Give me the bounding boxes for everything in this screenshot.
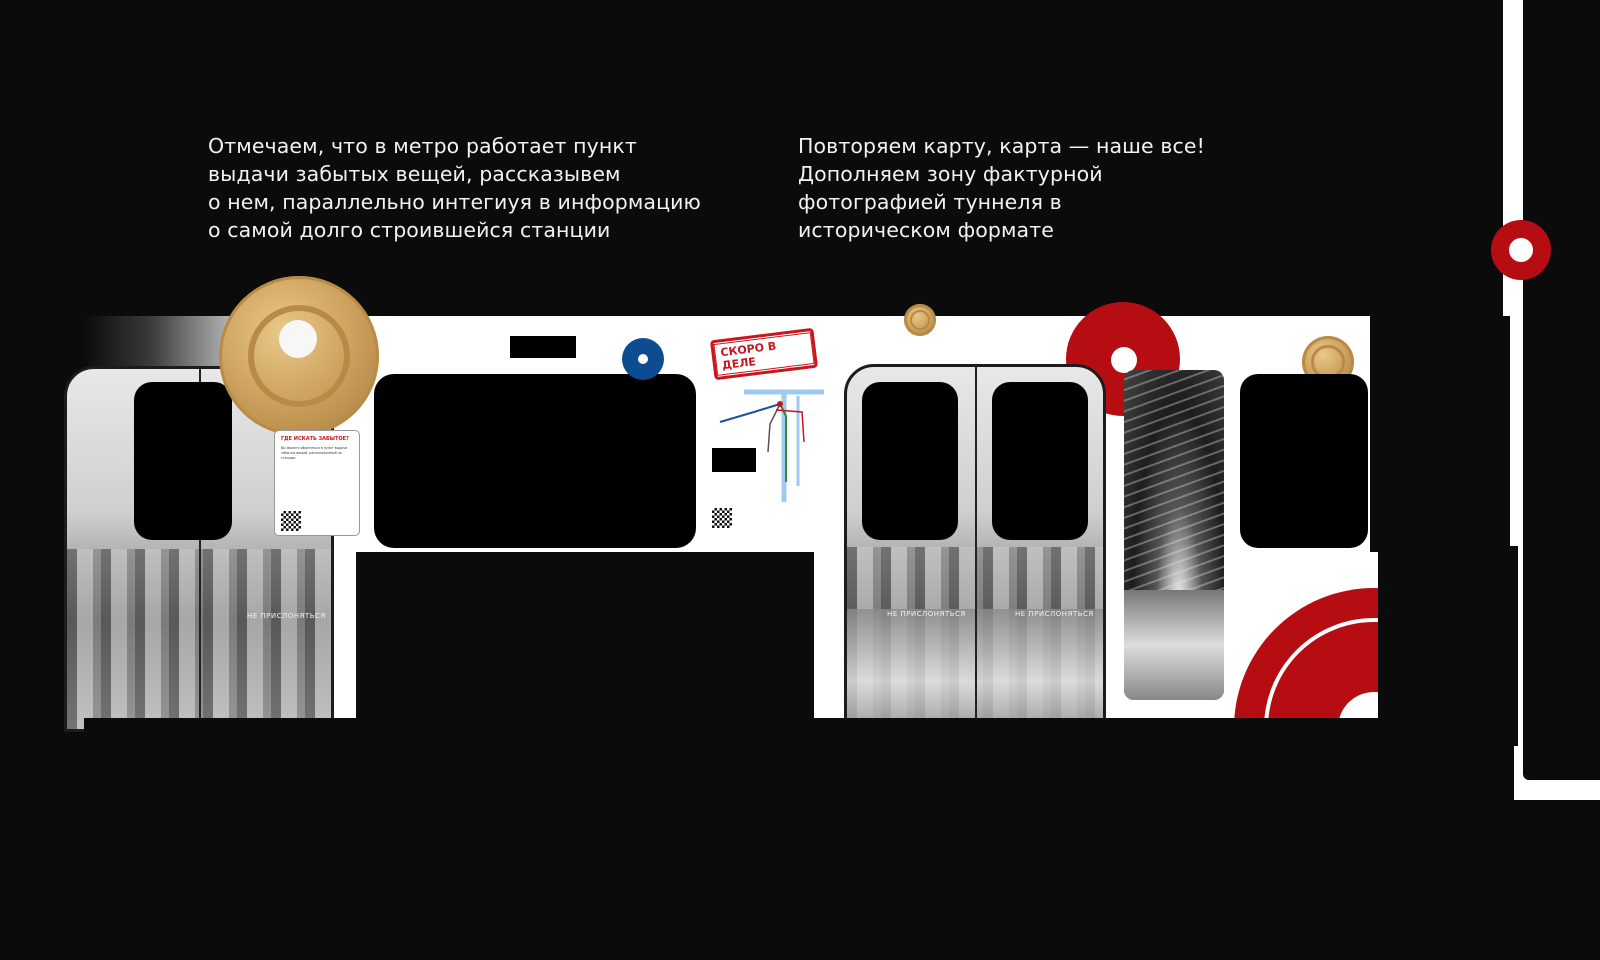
qr-code-icon	[712, 508, 732, 528]
caption-lost-and-found: Отмечаем, что в метро работает пункт выдачи забытых вещей, рассказывем о нем, параллельно интегиуя в информацию о самой долго строившейся станции	[208, 134, 701, 242]
blue-station-marker-icon	[622, 338, 664, 380]
train-wrap-mockup	[84, 316, 1378, 718]
info-card-title: ГДЕ ИСКАТЬ ЗАБЫТОЕ?	[281, 436, 349, 442]
stamp-text: СКОРО В ДЕЛЕ	[713, 332, 814, 376]
metro-line-bottom-segment	[1503, 762, 1600, 800]
panel-clip	[1378, 546, 1518, 746]
door-sign: НЕ ПРИСЛОНЯТЬСЯ	[1015, 610, 1094, 618]
door-sign: НЕ ПРИСЛОНЯТЬСЯ	[247, 612, 326, 620]
metro-map-icon	[714, 382, 854, 508]
tunnel-photo	[1124, 370, 1224, 700]
caption-map-and-tunnel: Повторяем карту, карта — наше все! Дополняем зону фактурной фотографией туннеля в историческом формате	[798, 134, 1205, 242]
redacted-window-left	[134, 382, 232, 540]
redacted-window-center	[374, 374, 696, 548]
panel-clip	[84, 718, 1514, 878]
panel-clip	[1370, 316, 1510, 546]
redacted-window-far-right	[1240, 374, 1368, 548]
metro-token-icon	[904, 304, 936, 336]
info-card-body: Вы можете обратиться в пункт выдачи забытых вещей, расположенный на станции.	[281, 446, 348, 460]
redacted-window-door-left	[862, 382, 958, 540]
redacted-block-top	[510, 336, 576, 358]
station-marker-icon	[1491, 220, 1551, 280]
lost-items-info-card	[274, 430, 360, 536]
door-sign: НЕ ПРИСЛОНЯТЬСЯ	[887, 610, 966, 618]
redacted-window-door-right	[992, 382, 1088, 540]
metro-token-icon	[219, 276, 379, 436]
qr-code-icon	[281, 511, 301, 531]
